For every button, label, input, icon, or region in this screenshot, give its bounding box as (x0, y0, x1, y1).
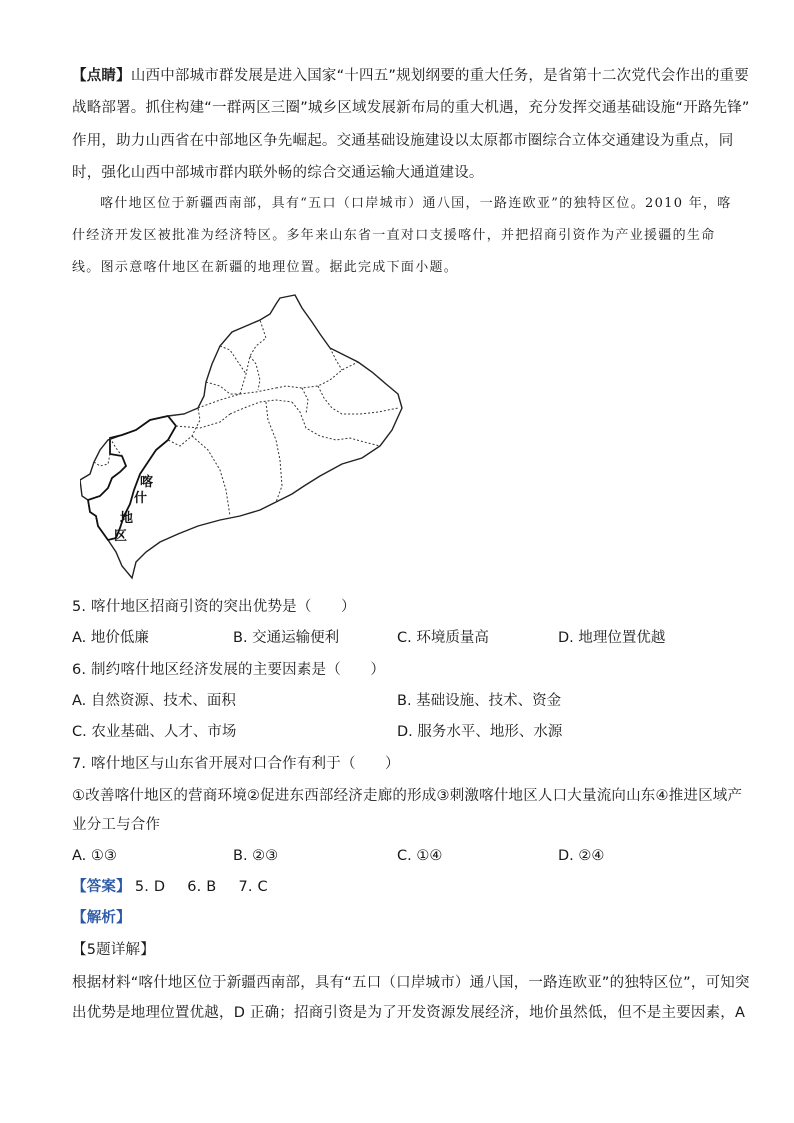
map-label-ka: 喀 (140, 475, 154, 490)
answer-6: 6. B (187, 879, 217, 895)
q5-option-c: C. 环境质量高 (397, 630, 489, 646)
q5-option-a: A. 地价低廉 (72, 630, 149, 646)
dianjing-line-4: 时，强化山西中部城市群内联外畅的综合交通运输大通道建设。 (72, 165, 484, 181)
q7-items-line-1: ①改善喀什地区的营商环境②促进东西部经济走廊的形成③刺激喀什地区人口大量流向山东④推进区域产 (72, 788, 743, 804)
q5-option-d: D. 地理位置优越 (558, 630, 666, 646)
dianjing-tag: 【点睛】 (72, 68, 131, 84)
q6-stem: 6. 制约喀什地区经济发展的主要因素是（ ） (72, 662, 386, 678)
material-line-1: 喀什地区位于新疆西南部，具有“五口（口岸城市）通八国，一路连欧亚”的独特区位。2010 年，喀 (100, 196, 732, 211)
material-line-3: 线。图示意喀什地区在新疆的地理位置。据此完成下面小题。 (72, 260, 459, 275)
answer-5: 5. D (134, 879, 166, 895)
map-label-shi: 什 (134, 491, 148, 506)
detail5-tag: 【5题详解】 (72, 942, 155, 958)
map-label-di: 地 (120, 511, 134, 526)
detail5-line-2: 出优势是地理位置优越，D 正确；招商引资是为了开发资源发展经济，地价虽然低，但不是主要因素，A (72, 1005, 746, 1021)
dianjing-text-1: 山西中部城市群发展是进入国家“十四五”规划纲要的重大任务，是省第十二次党代会作出的重要 (130, 68, 749, 84)
q5-option-b: B. 交通运输便利 (233, 630, 340, 646)
material-line-2: 什经济开发区被批准为经济特区。多年来山东省一直对口支援喀什，并把招商引资作为产业援疆的生命 (72, 228, 716, 243)
q6-option-c: C. 农业基础、人才、市场 (72, 724, 237, 740)
analysis-tag: 【解析】 (72, 910, 131, 926)
answer-7: 7. C (238, 879, 268, 895)
q6-option-a: A. 自然资源、技术、面积 (72, 693, 236, 709)
dianjing-line-1 (72, 66, 749, 86)
q6-option-b: B. 基础设施、技术、资金 (397, 693, 562, 709)
xinjiang-map (80, 290, 410, 580)
answer-line (72, 877, 268, 897)
q5-stem: 5. 喀什地区招商引资的突出优势是（ ） (72, 599, 356, 615)
q6-option-d: D. 服务水平、地形、水源 (397, 724, 563, 740)
detail5-line-1: 根据材料“喀什地区位于新疆西南部，具有“五口（口岸城市）通八国，一路连欧亚”的独特区位”，可知突 (72, 975, 750, 991)
xinjiang-outline (80, 295, 402, 578)
q7-option-a: A. ①③ (72, 848, 117, 864)
q7-option-c: C. ①④ (397, 848, 443, 864)
map-label-qu: 区 (114, 529, 128, 544)
answer-tag: 【答案】 (72, 879, 131, 895)
q7-option-d: D. ②④ (558, 848, 605, 864)
dianjing-line-2: 战略部署。抓住构建“一群两区三圈”城乡区域发展新布局的重大机遇，充分发挥交通基础设施“开路先锋” (72, 100, 750, 116)
q7-option-b: B. ②③ (233, 848, 279, 864)
q7-items-line-2: 业分工与合作 (72, 817, 161, 833)
dianjing-line-3: 作用，助力山西省在中部地区争先崛起。交通基础设施建设以太原都市圈综合立体交通建设为重点，同 (72, 133, 734, 149)
q7-stem: 7. 喀什地区与山东省开展对口合作有利于（ ） (72, 756, 400, 772)
